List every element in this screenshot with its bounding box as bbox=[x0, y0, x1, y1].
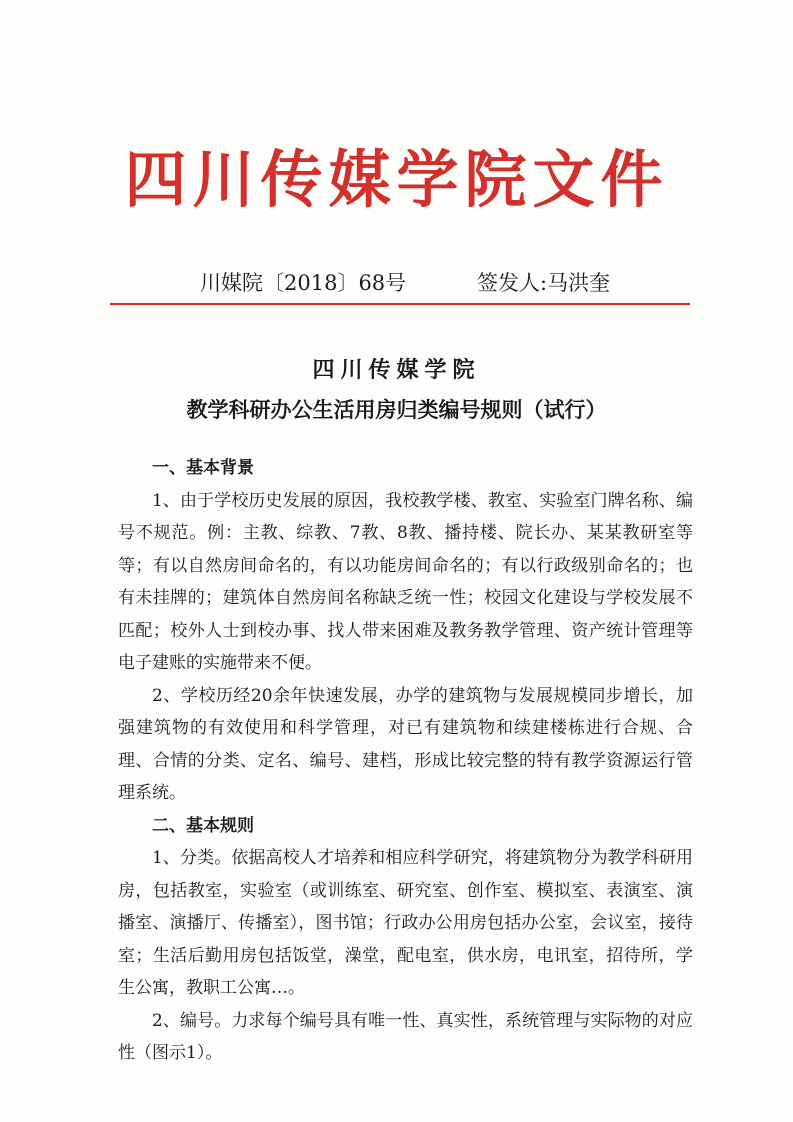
title-subject: 教学科研办公生活用房归类编号规则（试行） bbox=[186, 397, 607, 422]
title-institution: 四川传媒学院 bbox=[312, 357, 481, 383]
body-paragraph: 2、学校历经20余年快速发展，办学的建筑物与发展规模同步增长，加强建筑物的有效使用和科学管理，对已有建筑物和续建楼栋进行合规、合理、合情的分类、定名、编号、建档，形成比较完整的特有教学资源运行管理系统。 bbox=[118, 685, 693, 803]
body-paragraph: 2、编号。力求每个编号具有唯一性、真实性，系统管理与实际物的对应性（图示1）。 bbox=[118, 1010, 693, 1063]
section-heading-background: 一、基本背景 bbox=[152, 458, 254, 478]
document-body bbox=[118, 452, 693, 1070]
header-divider bbox=[110, 303, 690, 305]
document-title-block bbox=[0, 352, 793, 428]
body-paragraph: 1、分类。依据高校人才培养和相应科学研究，将建筑物分为教学科研用房，包括教室，实验室（或训练室、研究室、创作室、模拟室、表演室、演播室、演播厅、传播室），图书馆；行政办公用房包括办公室，会议室，接待室；生活后勤用房包括饭堂，澡堂，配电室，供水房，电讯室，招待所，学生公寓，教职工公寓…。 bbox=[118, 848, 693, 998]
body-paragraph: 1、由于学校历史发展的原因，我校教学楼、教室、实验室门牌名称、编号不规范。例：主教、综教、7教、8教、播持楼、院长办、某某教研室等等；有以自然房间命名的，有以功能房间命名的；有以行政级别命名的；也有未挂牌的；建筑体自然房间名称缺乏统一性；校园文化建设与学校发展不匹配；校外人士到校办事、找人带来困难及教务教学管理、资产统计管理等电子建账的实施带来不便。 bbox=[118, 490, 693, 673]
document-header-title: 四川传媒学院文件 bbox=[124, 143, 669, 216]
document-signer: 签发人:马洪奎 bbox=[477, 271, 611, 295]
document-meta-line bbox=[200, 268, 680, 298]
section-heading-rules: 二、基本规则 bbox=[152, 815, 254, 836]
document-number: 川媒院〔2018〕68号 bbox=[200, 271, 407, 295]
